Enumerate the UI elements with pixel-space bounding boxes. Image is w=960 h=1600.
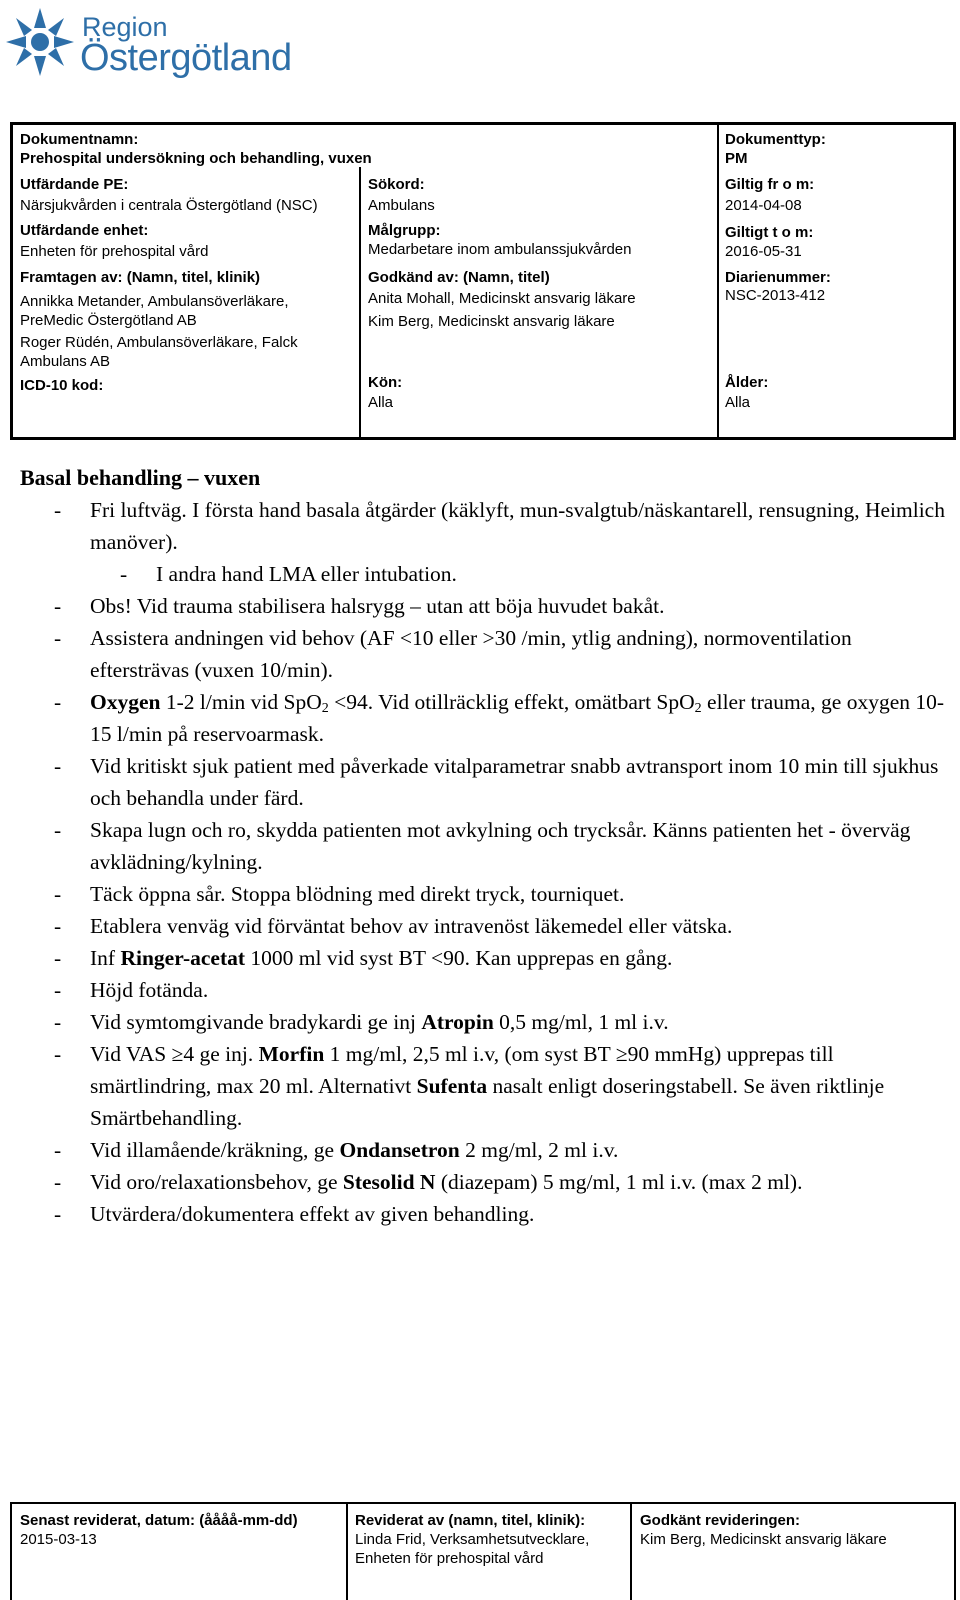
reviderat-label: Senast reviderat, datum: (åååå-mm-dd) [20, 1512, 298, 1529]
list-item: - Assistera andningen vid behov (AF <10 eller >30 /min, ytlig andning), normoventilation eftersträvas (vuxen 10/min). [54, 626, 852, 682]
dokumenttyp-value: PM [725, 150, 748, 167]
framtagen-line-3: Roger Rüdén, Ambulansöverläkare, Falck [20, 334, 298, 351]
list-item: - Vid illamående/kräkning, ge Ondansetron 2 mg/ml, 2 ml i.v. [54, 1138, 619, 1162]
list-item: - Vid VAS ≥4 ge inj. Morfin 1 mg/ml, 2,5 ml i.v, (om syst BT ≥90 mmHg) upprepas till smärtlindring, max 20 ml. Alternativt Sufenta nasalt enligt doseringstabell. Se även riktlinje Smärtbehandling. [54, 1042, 885, 1130]
list-item: - Inf Ringer-acetat 1000 ml vid syst BT <90. Kan upprepas en gång. [54, 946, 673, 970]
godkant-label: Godkänt revideringen: [640, 1512, 801, 1529]
kon-value: Alla [368, 394, 394, 411]
section-heading: Basal behandling – vuxen [20, 465, 261, 490]
malgrupp-value: Medarbetare inom ambulanssjukvården [368, 241, 632, 258]
list-item: - Täck öppna sår. Stoppa blödning med direkt tryck, tourniquet. [54, 882, 625, 906]
document-header-table [10, 122, 956, 440]
revision-footer-table [10, 1502, 956, 1600]
godkand-label: Godkänd av: (Namn, titel) [368, 269, 550, 286]
godkant-value: Kim Berg, Medicinskt ansvarig läkare [640, 1531, 887, 1548]
reviderat-av-line-1: Linda Frid, Verksamhetsutvecklare, [355, 1531, 590, 1548]
dokumentnamn-label: Dokumentnamn: [20, 131, 139, 148]
malgrupp-label: Målgrupp: [368, 222, 441, 239]
giltigt-t-label: Giltigt t o m: [725, 224, 814, 241]
utfardande-pe-label: Utfärdande PE: [20, 176, 129, 193]
logo-mark-icon [2, 6, 80, 80]
dokumenttyp-label: Dokumenttyp: [725, 131, 826, 148]
alder-label: Ålder: [725, 374, 769, 391]
giltig-fr-label: Giltig fr o m: [725, 176, 815, 193]
kon-label: Kön: [368, 374, 403, 391]
list-item: - Etablera venväg vid förväntat behov av intravenöst läkemedel eller vätska. [54, 914, 733, 938]
reviderat-av-line-2: Enheten för prehospital vård [355, 1550, 544, 1567]
icd-label: ICD-10 kod: [20, 377, 104, 394]
framtagen-label: Framtagen av: (Namn, titel, klinik) [20, 269, 261, 286]
region-ostergotland-logo [2, 6, 302, 80]
list-item: - Vid oro/relaxationsbehov, ge Stesolid N (diazepam) 5 mg/ml, 1 ml i.v. (max 2 ml). [54, 1170, 803, 1194]
utfardande-enhet-label: Utfärdande enhet: [20, 222, 149, 239]
dokumentnamn-value: Prehospital undersökning och behandling, vuxen [20, 150, 372, 167]
diarienummer-label: Diarienummer: [725, 269, 831, 286]
list-item: - Skapa lugn och ro, skydda patienten mot avkylning och trycksår. Känns patienten het - överväg avklädning/kylning. [54, 818, 911, 874]
list-item: - Höjd fotända. [54, 978, 209, 1002]
utfardande-enhet-value: Enheten för prehospital vård [20, 243, 209, 260]
diarienummer-value: NSC-2013-412 [725, 287, 826, 304]
list-item: - Utvärdera/dokumentera effekt av given behandling. [54, 1202, 535, 1226]
logo-text-ostergotland: Östergötland [80, 37, 292, 79]
framtagen-line-4: Ambulans AB [20, 353, 111, 370]
framtagen-line-1: Annikka Metander, Ambulansöverläkare, [20, 293, 289, 310]
godkand-line-2: Kim Berg, Medicinskt ansvarig läkare [368, 313, 615, 330]
list-item: - Fri luftväg. I första hand basala åtgärder (käklyft, mun-svalgtub/näskantarell, rensugning, Heimlich manöver). [54, 498, 945, 554]
reviderat-value: 2015-03-13 [20, 1531, 97, 1548]
logo-text-region: Region [82, 12, 168, 42]
alder-value: Alla [725, 394, 751, 411]
utfardande-pe-value: Närsjukvården i centrala Östergötland (NSC) [20, 197, 318, 214]
godkand-line-1: Anita Mohall, Medicinskt ansvarig läkare [368, 290, 636, 307]
sokord-label: Sökord: [368, 176, 425, 193]
sokord-value: Ambulans [368, 197, 435, 214]
list-item: - Obs! Vid trauma stabilisera halsrygg – utan att böja huvudet bakåt. [54, 594, 665, 618]
document-body [20, 462, 950, 1230]
list-item-sub: - I andra hand LMA eller intubation. [120, 562, 457, 586]
list-item: - Vid symtomgivande bradykardi ge inj Atropin 0,5 mg/ml, 1 ml i.v. [54, 1010, 669, 1034]
giltig-fr-value: 2014-04-08 [725, 197, 802, 214]
list-item: - Oxygen 1-2 l/min vid SpO$_2$ <94. Vid otillräcklig effekt, omätbart SpO$_2$ eller trauma, ge oxygen 10-15 l/min på reservoarmask. [54, 690, 945, 746]
giltigt-t-value: 2016-05-31 [725, 243, 802, 260]
framtagen-line-2: PreMedic Östergötland AB [20, 312, 197, 329]
list-item: - Vid kritiskt sjuk patient med påverkade vitalparametrar snabb avtransport inom 10 min till sjukhus och behandla under färd. [54, 754, 939, 810]
reviderat-av-label: Reviderat av (namn, titel, klinik): [355, 1512, 586, 1529]
